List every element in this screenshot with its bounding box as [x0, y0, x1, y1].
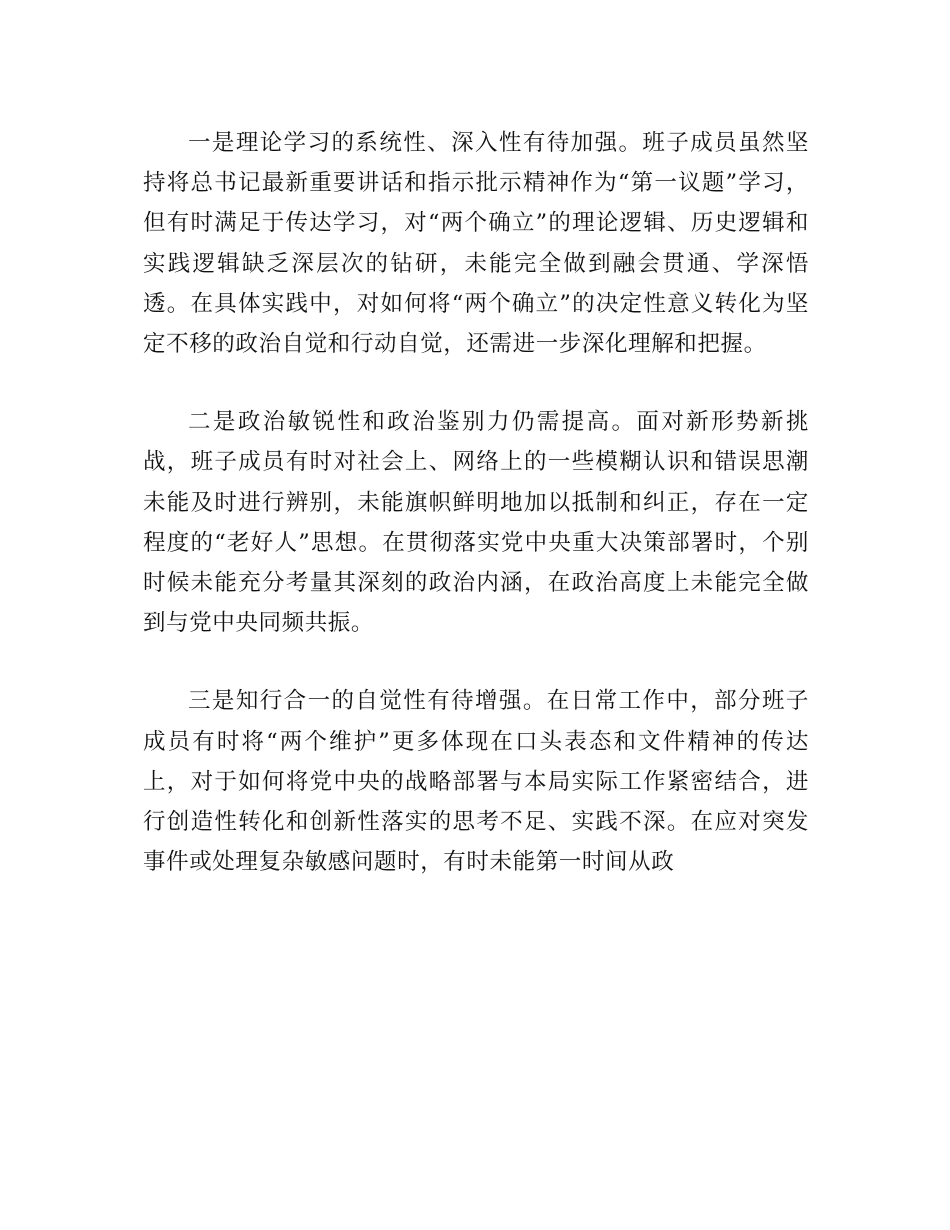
document-body	[143, 123, 809, 882]
paragraph-2: 二是政治敏锐性和政治鉴别力仍需提高。面对新形势新挑战，班子成员有时对社会上、网络上的一些模糊认识和错误思潮未能及时进行辨别，未能旗帜鲜明地加以抵制和纠正，存在一定程度的“老好人”思想。在贯彻落实党中央重大决策部署时，个别时候未能充分考量其深刻的政治内涵，在政治高度上未能完全做到与党中央同频共振。	[143, 409, 809, 637]
paragraph-1: 一是理论学习的系统性、深入性有待加强。班子成员虽然坚持将总书记最新重要讲话和指示批示精神作为“第一议题”学习，但有时满足于传达学习，对“两个确立”的理论逻辑、历史逻辑和实践逻辑缺乏深层次的钻研，未能完全做到融会贯通、学深悟透。在具体实践中，对如何将“两个确立”的决定性意义转化为坚定不移的政治自觉和行动自觉，还需进一步深化理解和把握。	[143, 130, 809, 358]
paragraph-3: 三是知行合一的自觉性有待增强。在日常工作中，部分班子成员有时将“两个维护”更多体现在口头表态和文件精神的传达上，对于如何将党中央的战略部署与本局实际工作紧密结合，进行创造性转化和创新性落实的思考不足、实践不深。在应对突发事件或处理复杂敏感问题时，有时未能第一时间从政	[143, 688, 809, 876]
